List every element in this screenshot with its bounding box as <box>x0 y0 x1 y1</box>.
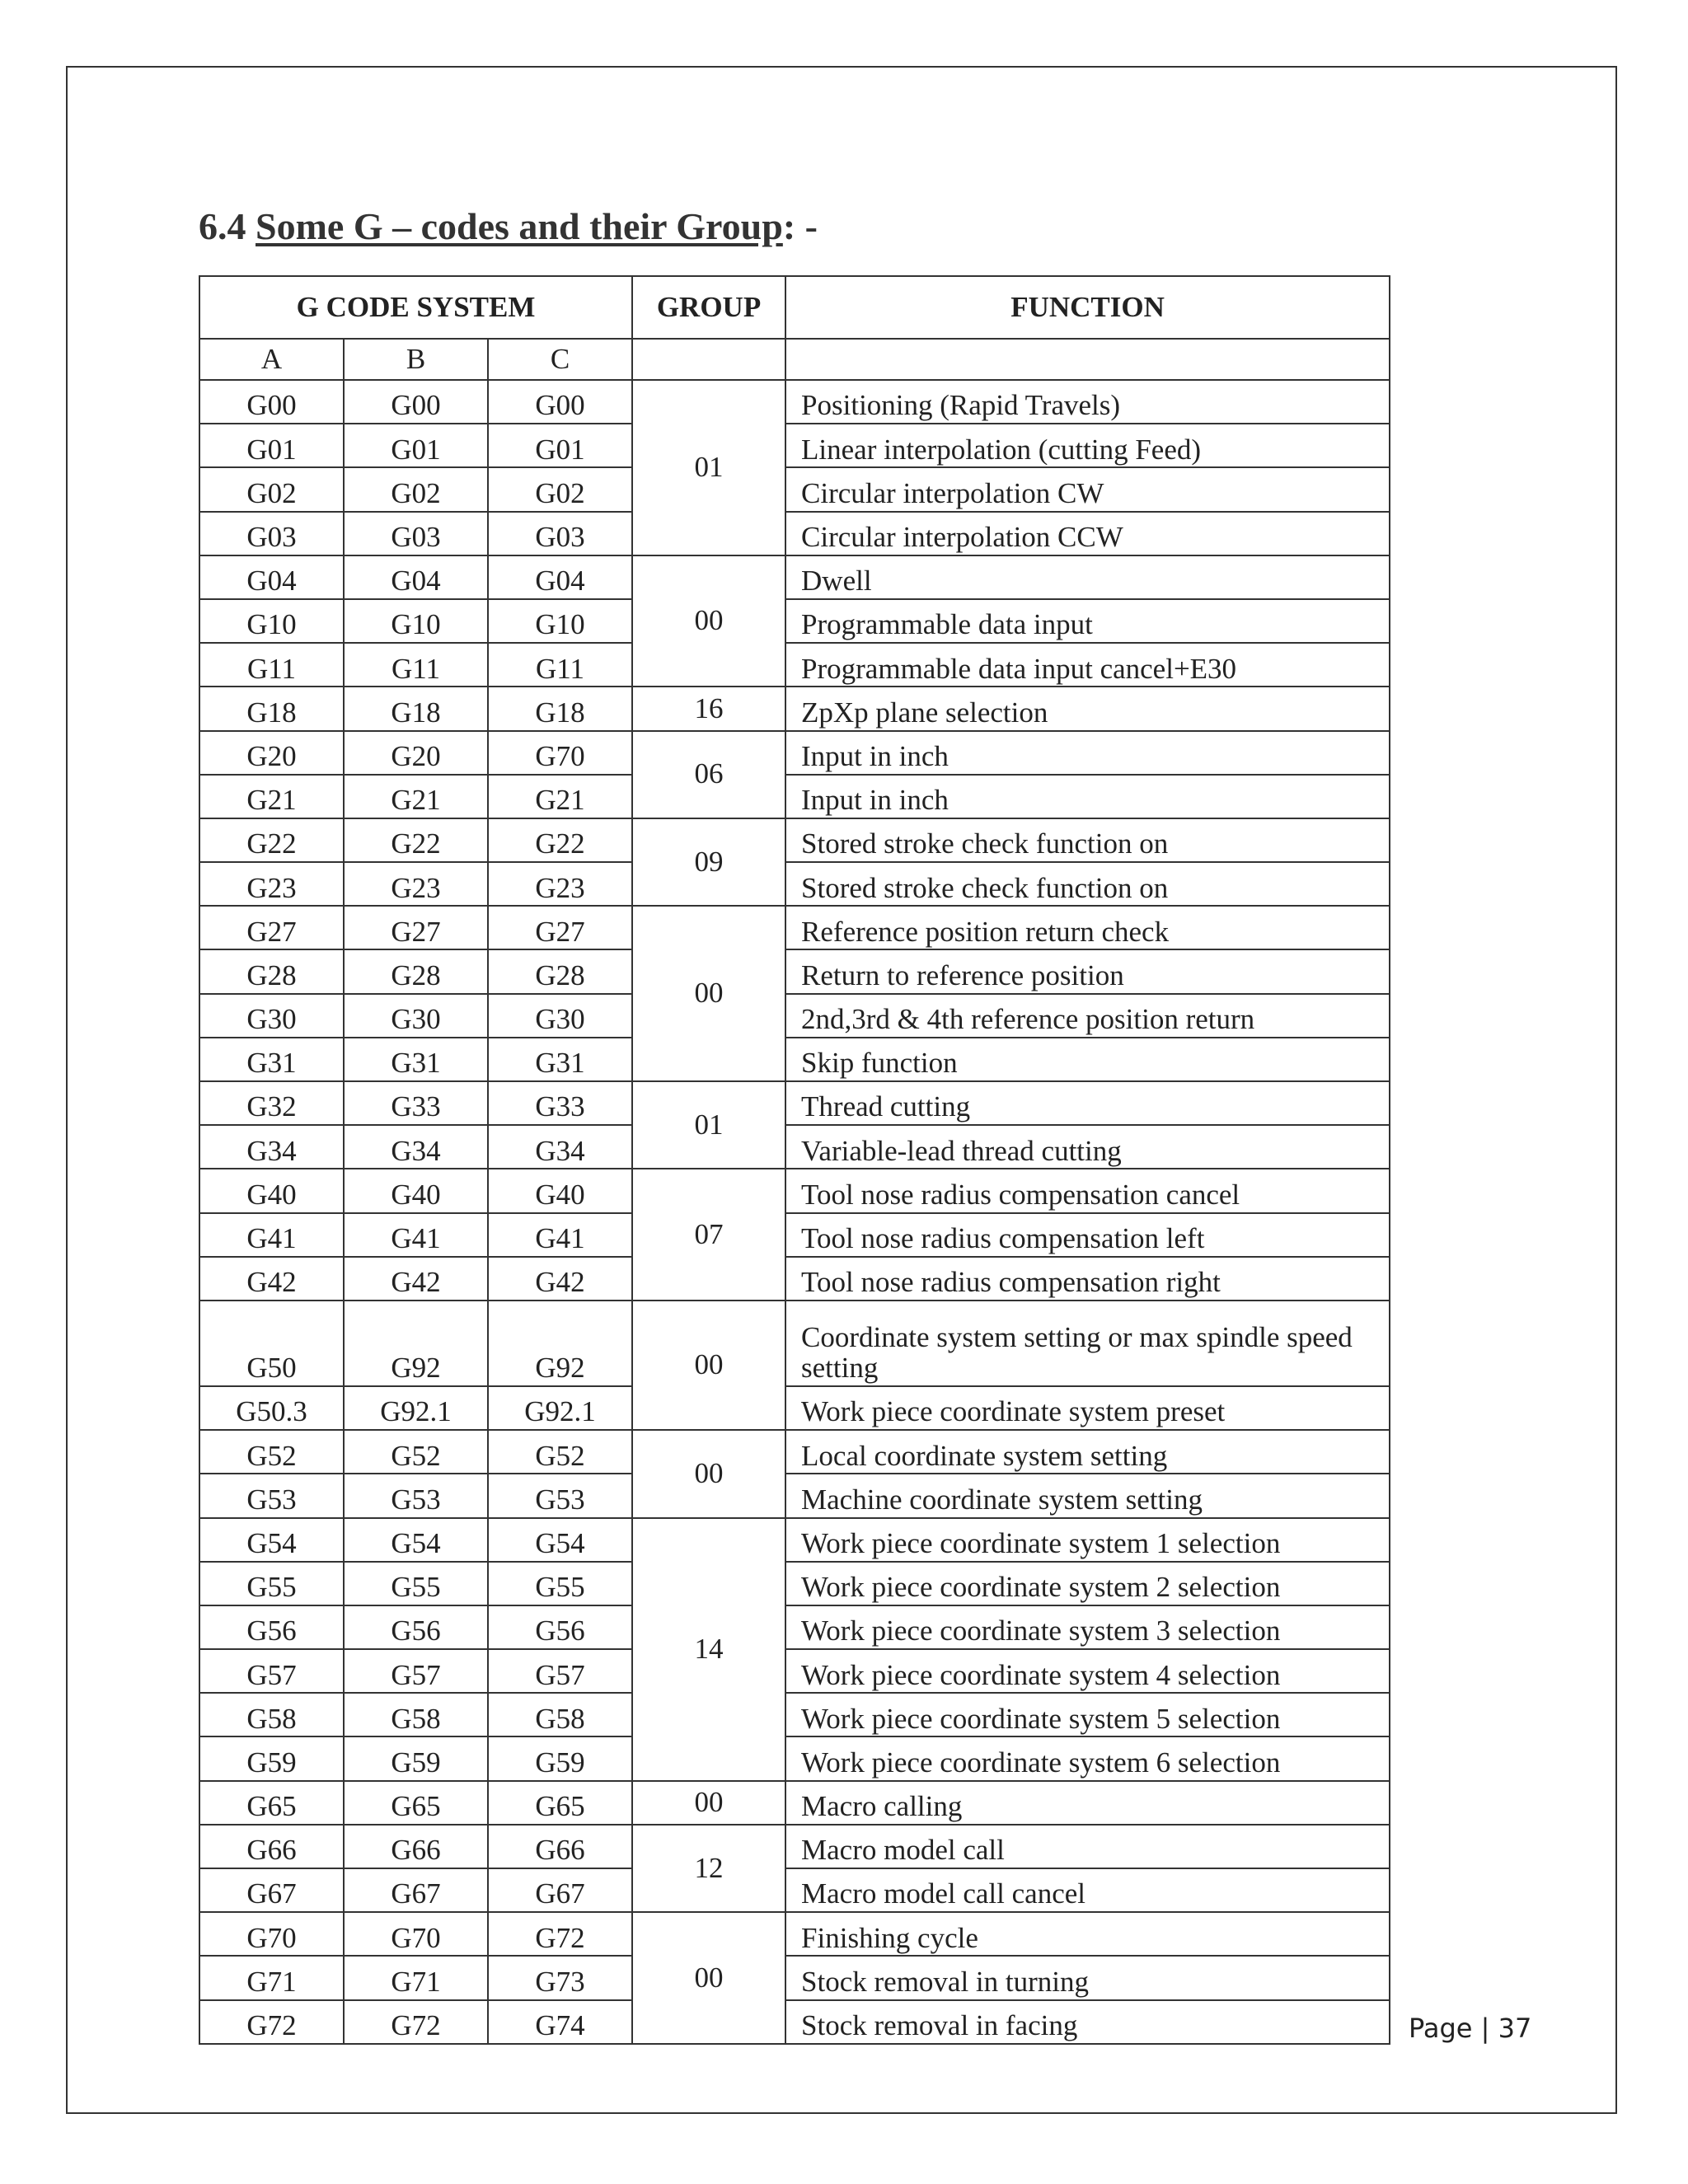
code-system-c-cell: G65 <box>488 1781 632 1825</box>
function-cell: Macro model call <box>785 1825 1390 1868</box>
code-system-b-cell: G31 <box>344 1038 488 1081</box>
table-row <box>199 949 1390 993</box>
header-group: GROUP <box>632 276 785 339</box>
table-row <box>199 1301 1390 1386</box>
header-function: FUNCTION <box>785 276 1390 339</box>
code-system-a-cell: G57 <box>199 1649 344 1693</box>
function-cell: Programmable data input <box>785 599 1390 643</box>
code-system-a-cell: G21 <box>199 775 344 818</box>
code-system-b-cell: G55 <box>344 1562 488 1605</box>
table-row <box>199 862 1390 906</box>
function-cell: Tool nose radius compensation cancel <box>785 1169 1390 1212</box>
table-row <box>199 380 1390 424</box>
function-cell: Linear interpolation (cutting Feed) <box>785 424 1390 467</box>
code-system-b-cell: G22 <box>344 818 488 862</box>
header-g-code-system: G CODE SYSTEM <box>199 276 632 339</box>
function-cell: Coordinate system setting or max spindle speed setting <box>785 1301 1390 1386</box>
code-system-a-cell: G01 <box>199 424 344 467</box>
table-row <box>199 687 1390 730</box>
code-system-b-cell: G01 <box>344 424 488 467</box>
code-system-c-cell: G58 <box>488 1693 632 1736</box>
code-system-a-cell: G70 <box>199 1912 344 1956</box>
code-system-a-cell: G02 <box>199 467 344 511</box>
code-system-c-cell: G33 <box>488 1081 632 1125</box>
code-system-c-cell: G03 <box>488 512 632 555</box>
function-cell: Local coordinate system setting <box>785 1430 1390 1474</box>
table-row <box>199 1430 1390 1474</box>
group-cell: 09 <box>632 818 785 906</box>
function-cell: Machine coordinate system setting <box>785 1474 1390 1517</box>
subheader-function-empty <box>785 339 1390 380</box>
table-header-row <box>199 276 1390 339</box>
code-system-a-cell: G72 <box>199 2000 344 2044</box>
code-system-b-cell: G41 <box>344 1213 488 1257</box>
function-cell: 2nd,3rd & 4th reference position return <box>785 994 1390 1038</box>
code-system-a-cell: G67 <box>199 1868 344 1912</box>
function-cell: Tool nose radius compensation left <box>785 1213 1390 1257</box>
function-cell: Thread cutting <box>785 1081 1390 1125</box>
code-system-c-cell: G30 <box>488 994 632 1038</box>
code-system-b-cell: G42 <box>344 1257 488 1301</box>
code-system-b-cell: G52 <box>344 1430 488 1474</box>
code-system-c-cell: G10 <box>488 599 632 643</box>
code-system-b-cell: G04 <box>344 555 488 599</box>
table-row <box>199 1825 1390 1868</box>
code-system-c-cell: G23 <box>488 862 632 906</box>
function-cell: Positioning (Rapid Travels) <box>785 380 1390 424</box>
function-cell: Macro calling <box>785 1781 1390 1825</box>
group-cell: 12 <box>632 1825 785 1912</box>
function-cell: Skip function <box>785 1038 1390 1081</box>
code-system-b-cell: G27 <box>344 906 488 949</box>
code-system-a-cell: G56 <box>199 1605 344 1649</box>
code-system-a-cell: G28 <box>199 949 344 993</box>
code-system-b-cell: G71 <box>344 1956 488 1999</box>
group-cell: 00 <box>632 1430 785 1517</box>
group-cell: 00 <box>632 1301 785 1430</box>
table-row <box>199 467 1390 511</box>
table-subheader-row <box>199 339 1390 380</box>
code-system-c-cell: G54 <box>488 1518 632 1562</box>
code-system-b-cell: G72 <box>344 2000 488 2044</box>
code-system-b-cell: G56 <box>344 1605 488 1649</box>
code-system-a-cell: G04 <box>199 555 344 599</box>
code-system-b-cell: G53 <box>344 1474 488 1517</box>
code-system-b-cell: G92 <box>344 1301 488 1386</box>
table-row <box>199 1649 1390 1693</box>
table-row <box>199 1956 1390 1999</box>
code-system-b-cell: G34 <box>344 1125 488 1169</box>
code-system-b-cell: G28 <box>344 949 488 993</box>
code-system-a-cell: G27 <box>199 906 344 949</box>
function-cell: ZpXp plane selection <box>785 687 1390 730</box>
table-row <box>199 1518 1390 1562</box>
table-row <box>199 1605 1390 1649</box>
code-system-c-cell: G27 <box>488 906 632 949</box>
table-row <box>199 1912 1390 1956</box>
code-system-c-cell: G01 <box>488 424 632 467</box>
group-cell: 16 <box>632 687 785 730</box>
table-row <box>199 599 1390 643</box>
table-row <box>199 1736 1390 1780</box>
code-system-c-cell: G04 <box>488 555 632 599</box>
function-cell: Finishing cycle <box>785 1912 1390 1956</box>
code-system-c-cell: G57 <box>488 1649 632 1693</box>
function-cell: Return to reference position <box>785 949 1390 993</box>
group-cell: 14 <box>632 1518 785 1781</box>
code-system-c-cell: G42 <box>488 1257 632 1301</box>
group-cell: 06 <box>632 731 785 818</box>
section-number: 6.4 <box>199 205 246 247</box>
code-system-c-cell: G02 <box>488 467 632 511</box>
function-cell: Work piece coordinate system 4 selection <box>785 1649 1390 1693</box>
function-cell: Macro model call cancel <box>785 1868 1390 1912</box>
code-system-a-cell: G20 <box>199 731 344 775</box>
table-row <box>199 1257 1390 1301</box>
code-system-b-cell: G03 <box>344 512 488 555</box>
function-cell: Work piece coordinate system 5 selection <box>785 1693 1390 1736</box>
code-system-c-cell: G40 <box>488 1169 632 1212</box>
code-system-a-cell: G40 <box>199 1169 344 1212</box>
table-body <box>199 380 1390 2044</box>
code-system-a-cell: G59 <box>199 1736 344 1780</box>
code-system-c-cell: G74 <box>488 2000 632 2044</box>
subheader-group-empty <box>632 339 785 380</box>
code-system-a-cell: G10 <box>199 599 344 643</box>
code-system-b-cell: G66 <box>344 1825 488 1868</box>
code-system-a-cell: G22 <box>199 818 344 862</box>
page-number: Page | 37 <box>1409 2013 1532 2044</box>
code-system-b-cell: G58 <box>344 1693 488 1736</box>
function-cell: Programmable data input cancel+E30 <box>785 643 1390 687</box>
code-system-b-cell: G02 <box>344 467 488 511</box>
group-cell: 01 <box>632 1081 785 1169</box>
code-system-a-cell: G53 <box>199 1474 344 1517</box>
g-code-table <box>199 275 1390 2045</box>
function-cell: Dwell <box>785 555 1390 599</box>
section-title-suffix: : - <box>782 205 818 247</box>
table-row <box>199 555 1390 599</box>
code-system-c-cell: G72 <box>488 1912 632 1956</box>
code-system-c-cell: G31 <box>488 1038 632 1081</box>
code-system-c-cell: G00 <box>488 380 632 424</box>
function-cell: Stock removal in turning <box>785 1956 1390 1999</box>
table-row <box>199 1693 1390 1736</box>
code-system-a-cell: G31 <box>199 1038 344 1081</box>
function-cell: Reference position return check <box>785 906 1390 949</box>
table-row <box>199 424 1390 467</box>
code-system-c-cell: G56 <box>488 1605 632 1649</box>
group-cell: 01 <box>632 380 785 555</box>
code-system-a-cell: G66 <box>199 1825 344 1868</box>
table-row <box>199 1125 1390 1169</box>
subheader-system-a: A <box>199 339 344 380</box>
function-cell: Work piece coordinate system 6 selection <box>785 1736 1390 1780</box>
code-system-a-cell: G55 <box>199 1562 344 1605</box>
function-cell: Stored stroke check function on <box>785 818 1390 862</box>
table-row <box>199 1474 1390 1517</box>
code-system-a-cell: G00 <box>199 380 344 424</box>
table-row <box>199 731 1390 775</box>
section-heading <box>199 204 818 248</box>
code-system-c-cell: G70 <box>488 731 632 775</box>
code-system-a-cell: G65 <box>199 1781 344 1825</box>
function-cell: Input in inch <box>785 731 1390 775</box>
code-system-a-cell: G50.3 <box>199 1386 344 1430</box>
code-system-c-cell: G73 <box>488 1956 632 1999</box>
code-system-c-cell: G11 <box>488 643 632 687</box>
group-cell: 00 <box>632 906 785 1081</box>
code-system-c-cell: G28 <box>488 949 632 993</box>
code-system-c-cell: G34 <box>488 1125 632 1169</box>
function-cell: Work piece coordinate system preset <box>785 1386 1390 1430</box>
code-system-c-cell: G52 <box>488 1430 632 1474</box>
function-cell: Tool nose radius compensation right <box>785 1257 1390 1301</box>
table-row <box>199 775 1390 818</box>
code-system-a-cell: G34 <box>199 1125 344 1169</box>
code-system-a-cell: G58 <box>199 1693 344 1736</box>
code-system-a-cell: G41 <box>199 1213 344 1257</box>
code-system-b-cell: G92.1 <box>344 1386 488 1430</box>
code-system-b-cell: G18 <box>344 687 488 730</box>
table-row <box>199 1038 1390 1081</box>
code-system-a-cell: G23 <box>199 862 344 906</box>
subheader-system-b: B <box>344 339 488 380</box>
table-row <box>199 818 1390 862</box>
group-cell: 00 <box>632 555 785 687</box>
code-system-b-cell: G59 <box>344 1736 488 1780</box>
table-row <box>199 1213 1390 1257</box>
code-system-b-cell: G11 <box>344 643 488 687</box>
code-system-c-cell: G22 <box>488 818 632 862</box>
table-row <box>199 1081 1390 1125</box>
function-cell: Work piece coordinate system 3 selection <box>785 1605 1390 1649</box>
code-system-b-cell: G54 <box>344 1518 488 1562</box>
function-cell: Input in inch <box>785 775 1390 818</box>
group-cell: 00 <box>632 1912 785 2044</box>
code-system-a-cell: G30 <box>199 994 344 1038</box>
section-title: Some G – codes and their Group <box>256 205 783 247</box>
code-system-b-cell: G67 <box>344 1868 488 1912</box>
code-system-a-cell: G18 <box>199 687 344 730</box>
code-system-b-cell: G57 <box>344 1649 488 1693</box>
code-system-b-cell: G20 <box>344 731 488 775</box>
function-cell: Circular interpolation CW <box>785 467 1390 511</box>
code-system-c-cell: G21 <box>488 775 632 818</box>
code-system-c-cell: G66 <box>488 1825 632 1868</box>
table-row <box>199 1386 1390 1430</box>
table-row <box>199 994 1390 1038</box>
code-system-c-cell: G53 <box>488 1474 632 1517</box>
function-cell: Circular interpolation CCW <box>785 512 1390 555</box>
function-cell: Variable-lead thread cutting <box>785 1125 1390 1169</box>
code-system-b-cell: G33 <box>344 1081 488 1125</box>
group-cell: 00 <box>632 1781 785 1825</box>
code-system-b-cell: G10 <box>344 599 488 643</box>
code-system-c-cell: G55 <box>488 1562 632 1605</box>
code-system-c-cell: G92.1 <box>488 1386 632 1430</box>
code-system-a-cell: G71 <box>199 1956 344 1999</box>
code-system-c-cell: G59 <box>488 1736 632 1780</box>
code-system-a-cell: G54 <box>199 1518 344 1562</box>
code-system-a-cell: G11 <box>199 643 344 687</box>
function-cell: Work piece coordinate system 1 selection <box>785 1518 1390 1562</box>
code-system-b-cell: G40 <box>344 1169 488 1212</box>
table-row <box>199 906 1390 949</box>
code-system-b-cell: G00 <box>344 380 488 424</box>
table-row <box>199 1169 1390 1212</box>
code-system-b-cell: G23 <box>344 862 488 906</box>
function-cell: Stored stroke check function on <box>785 862 1390 906</box>
function-cell: Work piece coordinate system 2 selection <box>785 1562 1390 1605</box>
table-row <box>199 643 1390 687</box>
table-row <box>199 2000 1390 2044</box>
code-system-b-cell: G70 <box>344 1912 488 1956</box>
code-system-b-cell: G30 <box>344 994 488 1038</box>
code-system-a-cell: G52 <box>199 1430 344 1474</box>
table-row <box>199 512 1390 555</box>
table-row <box>199 1781 1390 1825</box>
code-system-b-cell: G21 <box>344 775 488 818</box>
table-row <box>199 1868 1390 1912</box>
code-system-a-cell: G50 <box>199 1301 344 1386</box>
code-system-a-cell: G03 <box>199 512 344 555</box>
table-row <box>199 1562 1390 1605</box>
code-system-b-cell: G65 <box>344 1781 488 1825</box>
code-system-c-cell: G41 <box>488 1213 632 1257</box>
code-system-c-cell: G18 <box>488 687 632 730</box>
code-system-a-cell: G32 <box>199 1081 344 1125</box>
subheader-system-c: C <box>488 339 632 380</box>
group-cell: 07 <box>632 1169 785 1301</box>
code-system-c-cell: G92 <box>488 1301 632 1386</box>
code-system-c-cell: G67 <box>488 1868 632 1912</box>
code-system-a-cell: G42 <box>199 1257 344 1301</box>
function-cell: Stock removal in facing <box>785 2000 1390 2044</box>
